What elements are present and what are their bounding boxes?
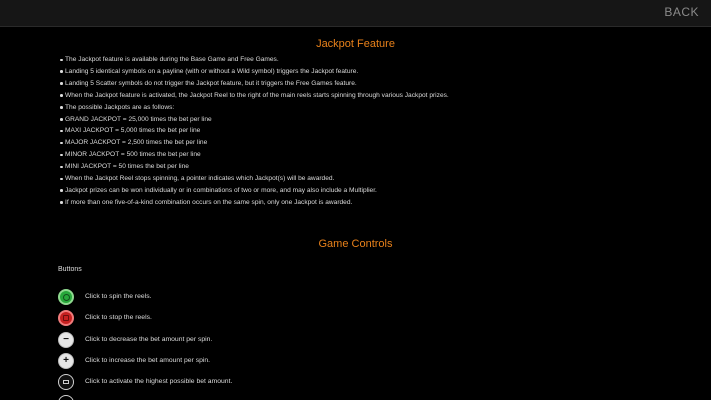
- list-item: MAJOR JACKPOT = 2,500 times the bet per line: [60, 137, 680, 149]
- list-item: Landing 5 Scatter symbols do not trigger the Jackpot feature, but it triggers the Free Games feature.: [60, 78, 680, 90]
- list-item: When the Jackpot Reel stops spinning, a pointer indicates which Jackpot(s) will be awarded.: [60, 173, 680, 185]
- max-bet-icon: [58, 374, 74, 390]
- control-row-decrease: [58, 332, 458, 350]
- control-label: Click to spin the reels.: [85, 292, 152, 300]
- control-row-increase: [58, 353, 458, 371]
- control-label: Click to increase the bet amount per spin.: [85, 356, 211, 364]
- top-bar: [0, 0, 711, 27]
- game-controls-title: Game Controls: [318, 238, 393, 250]
- control-row-stop: [58, 310, 458, 328]
- buttons-heading: Buttons: [58, 266, 82, 273]
- stop-icon: [58, 310, 74, 326]
- list-item: Landing 5 identical symbols on a payline (with or without a Wild symbol) triggers the Jackpot feature.: [60, 66, 680, 78]
- list-item: Jackpot prizes can be won individually or in combinations of two or more, and may also include a Multiplier.: [60, 185, 680, 197]
- help-content: [0, 26, 711, 400]
- back-button[interactable]: BACK: [664, 5, 699, 19]
- jackpot-rules-list: [60, 54, 680, 209]
- control-label: Click to activate the highest possible bet amount.: [85, 377, 233, 385]
- spin-icon: [58, 289, 74, 305]
- partial-control-icon: [58, 395, 74, 400]
- list-item: MINI JACKPOT = 50 times the bet per line: [60, 161, 680, 173]
- list-item: The possible Jackpots are as follows:: [60, 102, 680, 114]
- jackpot-section-title: Jackpot Feature: [316, 38, 395, 50]
- plus-icon: +: [58, 353, 74, 369]
- list-item: The Jackpot feature is available during the Base Game and Free Games.: [60, 54, 680, 66]
- list-item: MINOR JACKPOT = 500 times the bet per line: [60, 149, 680, 161]
- control-label: Click to stop the reels.: [85, 313, 152, 321]
- list-item: GRAND JACKPOT = 25,000 times the bet per line: [60, 114, 680, 126]
- list-item: MAXI JACKPOT = 5,000 times the bet per line: [60, 125, 680, 137]
- control-row-spin: [58, 289, 458, 307]
- list-item: When the Jackpot feature is activated, the Jackpot Reel to the right of the main reels starts spinning through various Jackpot prizes.: [60, 90, 680, 102]
- list-item: If more than one five-of-a-kind combination occurs on the same spin, only one Jackpot is awarded.: [60, 197, 680, 209]
- control-label: Click to decrease the bet amount per spin.: [85, 335, 213, 343]
- minus-icon: −: [58, 332, 74, 348]
- control-row-max-bet: [58, 374, 458, 392]
